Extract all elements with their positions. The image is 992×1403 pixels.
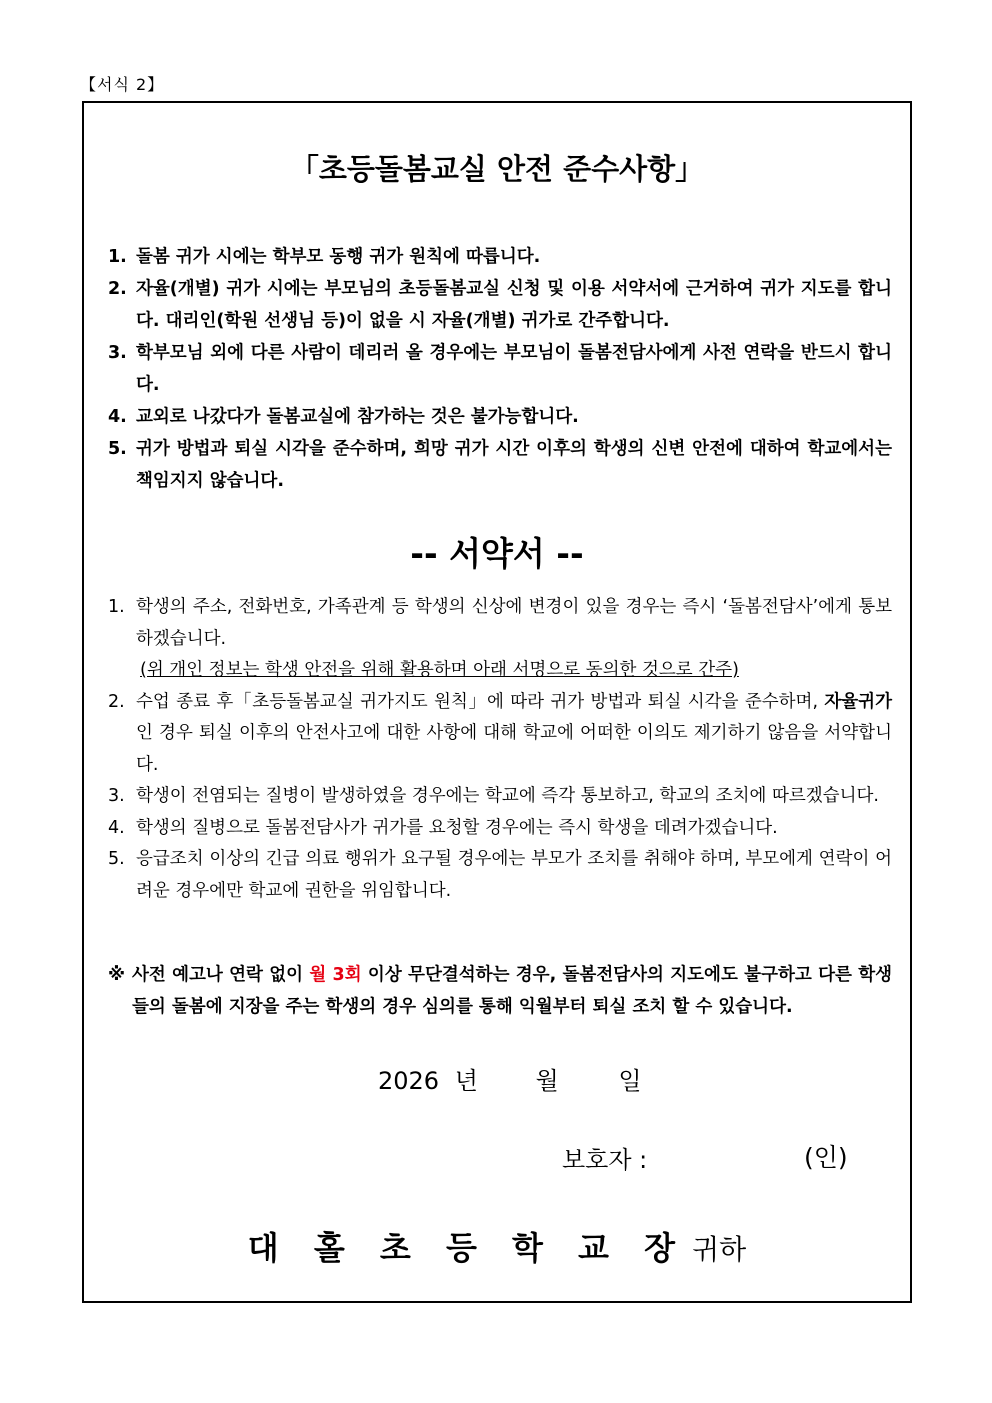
- form-label: 【서식 2】: [80, 75, 165, 94]
- pledge-text-emphasis: 자율귀가: [824, 691, 892, 712]
- document-frame: [82, 101, 912, 1303]
- pledge-number: 1.: [108, 597, 125, 617]
- pledge-text: 응급조치 이상의 긴급 의료 행위가 요구될 경우에는 부모가 조치를 취해야 하며, 부모에게 연락이 어려운 경우에만 학교에 권한을 위임합니다.: [136, 849, 892, 901]
- school-suffix: 귀하: [692, 1233, 747, 1266]
- pledge-number: 3.: [108, 786, 125, 806]
- document-title: 「초등돌봄교실 안전 준수사항」: [289, 152, 705, 186]
- rule-text: 교외로 나갔다가 돌봄교실에 참가하는 것은 불가능합니다.: [136, 407, 579, 427]
- rule-item: [108, 241, 892, 273]
- date-year: 2026: [378, 1067, 440, 1095]
- pledge-text: [136, 687, 892, 782]
- pledge-text: 학생의 질병으로 돌봄전담사가 귀가를 요청할 경우에는 즉시 학생을 데려가겠습니다.: [136, 817, 778, 838]
- rule-item: [108, 273, 892, 337]
- notice-highlight: 월 3회: [309, 965, 362, 985]
- date-year-unit: 년: [454, 1067, 478, 1095]
- rule-text: 학부모님 외에 다른 사람이 데리러 올 경우에는 부모님이 돌봄전담사에게 사전 연락을 반드시 합니다.: [136, 343, 892, 395]
- rule-number: 2.: [108, 279, 127, 299]
- withdrawal-notice: [108, 959, 892, 1023]
- rule-number: 4.: [108, 407, 127, 427]
- pledge-number: 4.: [108, 817, 125, 838]
- school-signature: [84, 1223, 910, 1269]
- rule-number: 3.: [108, 343, 127, 363]
- pledge-title: -- 서약서 --: [410, 534, 584, 573]
- pledge-text-main: 학생의 주소, 전화번호, 가족관계 등 학생의 신상에 변경이 있을 경우는 즉시 ‘돌봄전담사’에게 통보하겠습니다.: [136, 597, 892, 649]
- pledge-number: 2.: [108, 691, 125, 712]
- rule-number: 1.: [108, 247, 127, 267]
- rule-item: [108, 433, 892, 497]
- rule-text: 돌봄 귀가 시에는 학부모 동행 귀가 원칙에 따릅니다.: [136, 247, 541, 267]
- rule-text: 자율(개별) 귀가 시에는 부모님의 초등돌봄교실 신청 및 이용 서약서에 근거하여 귀가 지도를 합니다. 대리인(학원 선생님 등)이 없을 시 자율(개별) 귀가로 간주합니다.: [136, 279, 892, 331]
- guardian-label: 보호자 :: [562, 1146, 648, 1174]
- pledge-list: [108, 592, 892, 907]
- pledge-text-b: 인 경우 퇴실 이후의 안전사고에 대한 사항에 대해 학교에 어떠한 이의도 제기하기 않음을 서약합니다.: [136, 723, 892, 775]
- pledge-number: 5.: [108, 849, 125, 869]
- privacy-note: (위 개인 정보는 학생 안전을 위해 활용하며 아래 서명으로 동의한 것으로 간주): [140, 660, 739, 680]
- notice-text: [132, 959, 892, 1023]
- date-month-unit: 월: [535, 1067, 559, 1095]
- school-name: 대 홀 초 등 학 교 장: [247, 1229, 688, 1267]
- rule-item: [108, 337, 892, 401]
- pledge-item: [108, 813, 892, 845]
- date-day-unit: 일: [618, 1067, 642, 1095]
- pledge-item: [108, 687, 892, 782]
- notice-pre: 사전 예고나 연락 없이: [132, 965, 310, 985]
- date-line: [378, 1061, 642, 1096]
- pledge-item: [108, 781, 892, 813]
- pledge-text-a: 수업 종료 후「초등돌봄교실 귀가지도 원칙」에 따라 귀가 방법과 퇴실 시각을 준수하며,: [136, 691, 825, 712]
- pledge-item: [108, 844, 892, 907]
- rule-item: [108, 401, 892, 433]
- reference-mark-icon: ※: [108, 965, 126, 985]
- seal-label: (인): [804, 1143, 848, 1172]
- rule-text: 귀가 방법과 퇴실 시각을 준수하며, 희망 귀가 시간 이후의 학생의 신변 안전에 대하여 학교에서는 책임지지 않습니다.: [136, 439, 892, 491]
- pledge-text: [136, 592, 892, 687]
- pledge-text: 학생이 전염되는 질병이 발생하였을 경우에는 학교에 즉각 통보하고, 학교의 조치에 따르겠습니다.: [136, 786, 879, 806]
- rule-number: 5.: [108, 439, 127, 459]
- notice-post: 이상 무단결석하는 경우, 돌봄전담사의 지도에도 불구하고 다른 학생들의 돌봄에 지장을 주는 학생의 경우 심의를 통해 익월부터 퇴실 조치 할 수 있습니다.: [132, 965, 893, 1017]
- pledge-item: [108, 592, 892, 687]
- safety-rules-list: [108, 241, 892, 497]
